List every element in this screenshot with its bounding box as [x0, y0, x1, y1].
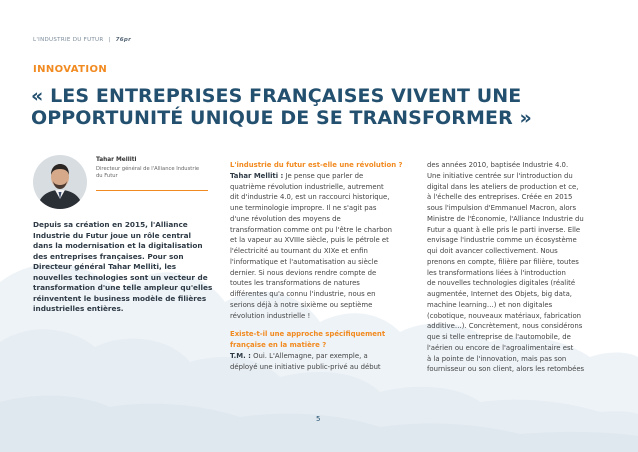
- answer-line: déployé une initiative public-privé au début: [230, 362, 381, 371]
- article-column-3: [427, 160, 607, 375]
- intro-line: nouvelles technologies sont un vecteur de: [33, 272, 208, 282]
- answer-line: [230, 171, 405, 182]
- brand-logo: 76pr: [115, 37, 132, 43]
- answer-line: dernier. Si nous devions rendre compte de: [230, 268, 377, 277]
- intro-line: réinventent le business modèle de filières: [33, 293, 207, 303]
- intro-line: industrielles entières.: [33, 304, 124, 313]
- body-line: digital dans les ateliers de production et ce,: [427, 182, 579, 191]
- body-line: prenons en compte, filière par filière, toutes: [427, 257, 579, 266]
- body-line: Ministre de l'Économie, l'Alliance Industrie du: [427, 214, 584, 223]
- running-head-title: L'INDUSTRIE DU FUTUR: [33, 37, 104, 43]
- author-portrait: [33, 155, 87, 209]
- answer-line: différentes qu'a connu l'industrie, nous en: [230, 290, 376, 298]
- body-line: sous l'impulsion d'Emmanuel Macron, alors: [427, 204, 577, 212]
- body-line: à l'échelle des entreprises. Créée en 2015: [427, 193, 573, 202]
- running-head-separator: |: [108, 37, 111, 43]
- body-line: envisage l'industrie comme un écosystème: [427, 236, 577, 245]
- intro-line: Directeur général Tahar Melliti, les: [33, 262, 177, 271]
- author-divider: [96, 190, 208, 191]
- answer-line: toutes les transformations de natures: [230, 279, 360, 288]
- intro-line: Industrie du Futur joue un rôle central: [33, 230, 192, 240]
- section-label: INNOVATION: [33, 64, 108, 75]
- headline: [31, 85, 611, 129]
- headline-line: OPPORTUNITÉ UNIQUE DE SE TRANSFORMER »: [31, 107, 532, 129]
- intro-line: des entreprises françaises. Pour son: [33, 251, 184, 261]
- body-line: machine learning…) et non digitales: [427, 300, 553, 309]
- body-line: (cobotique, nouveaux matériaux, fabrication: [427, 311, 582, 320]
- page-number: 5: [316, 415, 321, 423]
- intro-line: dans la modernisation et la digitalisation: [33, 241, 203, 250]
- body-line: des années 2010, baptisée Industrie 4.0.: [427, 161, 569, 169]
- answer-line: dit d'industrie 4.0, est un raccourci historique,: [230, 193, 390, 202]
- answer-text: Oui. L'Allemagne, par exemple, a: [250, 351, 368, 360]
- answer-line: une terminologie impropre. Il ne s'agit pas: [230, 204, 377, 212]
- body-line: que si telle entreprise de l'automobile, de: [427, 333, 571, 341]
- body-line: augmentée, Internet des Objets, big data,: [427, 290, 572, 298]
- answer-line: l'électricité au tournant du XIXe et enfin: [230, 247, 368, 255]
- author-block: [96, 157, 208, 180]
- intro-paragraph: [33, 220, 213, 315]
- answer-line: d'une révolution des moyens de: [230, 214, 341, 223]
- body-line: Une initiative centrée sur l'introduction du: [427, 171, 573, 180]
- answer-line: serions déjà à notre sixième ou septième: [230, 300, 373, 309]
- intro-line: Depuis sa création en 2015, l'Alliance: [33, 220, 188, 229]
- body-line: Futur a quant à elle pris le parti inverse. Elle: [427, 225, 581, 234]
- headline-line: « LES ENTREPRISES FRANÇAISES VIVENT UNE: [31, 85, 522, 107]
- answer-text: Je pense que parler de: [283, 171, 364, 180]
- answer-line: [230, 351, 405, 362]
- article-column-2: [230, 160, 405, 372]
- author-role-line: du Futur: [96, 173, 118, 179]
- author-name: Tahar Melliti: [96, 157, 137, 163]
- body-line: à la pointe de l'innovation, mais pas son: [427, 354, 567, 363]
- body-line: fournisseur ou son client, alors les retombées: [427, 365, 585, 374]
- body-line: additive…). Concrètement, nous considérons: [427, 322, 583, 331]
- body-line: de nouvelles technologies digitales (réalité: [427, 279, 576, 288]
- answer-line: quatrième révolution industrielle, autrement: [230, 182, 384, 191]
- answer-line: révolution industrielle !: [230, 311, 311, 320]
- intro-line: transformation d'une telle ampleur qu'elles: [33, 283, 213, 292]
- answer-line: transformation comme ont pu l'être le charbon: [230, 225, 393, 234]
- speaker-label: T.M. :: [230, 351, 251, 360]
- author-role: [96, 166, 208, 180]
- answer-line: et la vapeur au XVIIIe siècle, puis le pétrole et: [230, 236, 389, 245]
- author-role-line: Directeur général de l'Alliance Industrie: [96, 166, 200, 172]
- question: Existe-t-il une approche spécifiquement: [230, 330, 386, 339]
- body-line: les transformations liées à l'introduction: [427, 268, 566, 277]
- body-line: l'aérien ou encore de l'agroalimentaire est: [427, 343, 574, 352]
- running-head: [33, 37, 131, 43]
- question: L'industrie du futur est-elle une révolution ?: [230, 161, 403, 169]
- body-line: qui doit avancer collectivement. Nous: [427, 247, 558, 255]
- answer-line: l'informatique et l'automatisation au siècle: [230, 257, 378, 266]
- question: française en la matière ?: [230, 341, 327, 349]
- speaker-label: Tahar Melliti :: [230, 171, 284, 180]
